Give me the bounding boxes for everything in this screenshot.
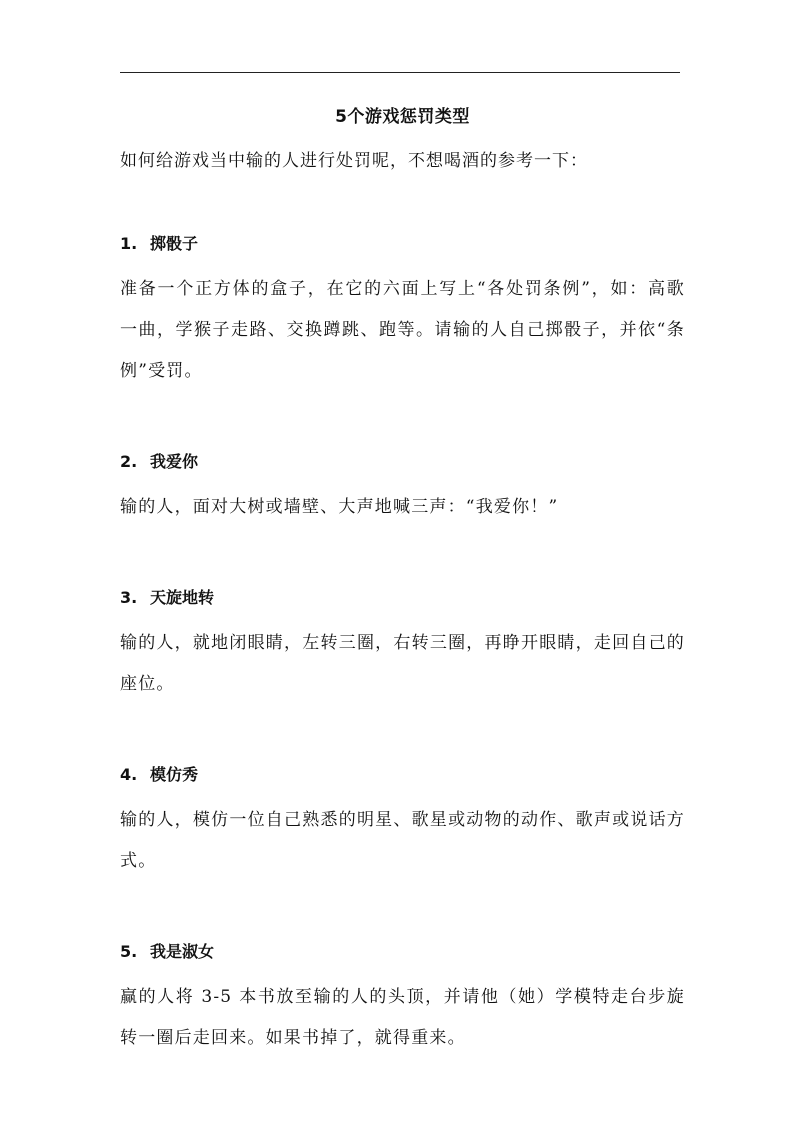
intro-paragraph: 如何给游戏当中输的人进行处罚呢，不想喝酒的参考一下：: [120, 151, 588, 171]
section-body: 准备一个正方体的盒子，在它的六面上写上“各处罚条例”，如：高歌一曲，学猴子走路、交换蹲跳、跑等。请输的人自己掷骰子，并依“条例”受罚。: [120, 279, 685, 381]
section-heading: [120, 763, 685, 787]
section-2: [120, 450, 685, 528]
section-number: 1.: [120, 234, 138, 253]
document-title: 5个游戏惩罚类型: [335, 107, 470, 127]
section-title: 我爱你: [150, 452, 199, 471]
section-heading: [120, 450, 685, 474]
section-1: [120, 232, 685, 392]
section-title: 模仿秀: [150, 765, 199, 784]
section-number: 2.: [120, 452, 138, 471]
section-number: 3.: [120, 588, 138, 607]
section-body: 输的人，面对大树或墙壁、大声地喊三声：“我爱你！”: [120, 497, 559, 517]
section-number: 5.: [120, 942, 138, 961]
section-number: 4.: [120, 765, 138, 784]
section-3: [120, 586, 685, 705]
section-heading: [120, 940, 685, 964]
section-title: 我是淑女: [150, 942, 215, 961]
section-title: 天旋地转: [150, 588, 215, 607]
section-body: 输的人，模仿一位自己熟悉的明星、歌星或动物的动作、歌声或说话方式。: [120, 810, 685, 871]
section-4: [120, 763, 685, 882]
section-body: 输的人，就地闭眼睛，左转三圈，右转三圈，再睁开眼睛，走回自己的座位。: [120, 633, 685, 694]
section-heading: [120, 232, 685, 256]
section-body: 赢的人将 3-5 本书放至输的人的头顶，并请他（她）学模特走台步旋转一圈后走回来。如果书掉了，就得重来。: [120, 987, 685, 1048]
document-body: [120, 104, 685, 1059]
section-5: [120, 940, 685, 1059]
header-rule: [120, 72, 680, 73]
section-heading: [120, 586, 685, 610]
section-title: 掷骰子: [150, 234, 199, 253]
